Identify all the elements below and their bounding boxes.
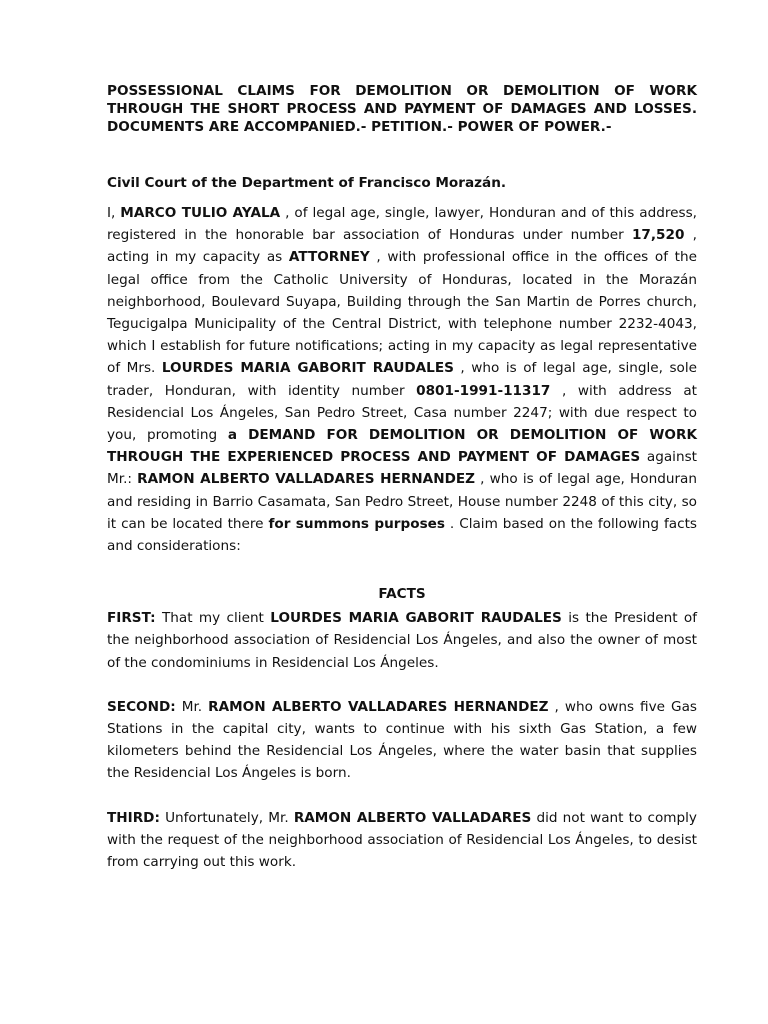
fact-label: SECOND: xyxy=(107,698,176,715)
intro-text: I, xyxy=(107,205,121,221)
attorney-role: ATTORNEY xyxy=(288,249,370,266)
intro-text: , who is of legal age, single, sole trader, Honduran, with identity number xyxy=(107,360,698,399)
facts-heading: FACTS xyxy=(378,586,426,603)
client-name: LOURDES MARIA GABORIT RAUDALES xyxy=(161,360,454,377)
court-heading: Civil Court of the Department of Francisco Morazán. xyxy=(107,175,507,191)
attorney-name: MARCO TULIO AYALA xyxy=(120,205,281,221)
fact-text: is the President of the neighborhood association of Residencial Los Ángeles, and also the owner of most of the condominiums in Residencial Los Ángeles. xyxy=(107,610,697,671)
intro-text: , who is of legal age, Honduran and residing in Barrio Casamata, San Pedro Street, House number 2248 of this city, so it can be located there xyxy=(107,471,697,532)
intro-text: . Claim based on the following facts and considerations: xyxy=(107,515,697,555)
document-title: POSSESSIONAL CLAIMS FOR DEMOLITION OR DEMOLITION OF WORK THROUGH THE SHORT PROCESS AND PAYMENT OF DAMAGES AND LOSSES. DOCUMENTS ARE ACCOMPANIED.- PETITION.- POWER OF POWER.- xyxy=(107,83,697,135)
fact-text: Mr. xyxy=(175,698,209,715)
document-page xyxy=(107,82,697,873)
intro-text: , with professional office in the offices of the legal office from the Catholic University of Honduras, located in the Morazán neighborhood, Boulevard Suyapa, Building through the San Martin de Porres church, Tegucigalpa Municipality of the Central District, with telephone number 2232-4043, which I establish for future notifications; acting in my capacity as legal representative of Mrs. xyxy=(107,249,697,377)
intro-text: , acting in my capacity as xyxy=(107,227,697,266)
fact-text: Unfortunately, Mr. xyxy=(159,809,294,826)
identity-number: 0801-1991-11317 xyxy=(416,382,551,399)
fact-second xyxy=(107,696,697,785)
intro-text: , of legal age, single, lawyer, Honduran and of this address, registered in the honorable bar association of Honduras under number xyxy=(107,205,697,244)
fact-text: did not want to comply with the request of the neighborhood association of Residencial Los Ángeles, to desist from carrying out this work. xyxy=(107,809,697,871)
fact-label: THIRD: xyxy=(107,809,160,826)
fact-label: FIRST: xyxy=(107,610,156,627)
fact-text: That my client xyxy=(155,610,271,627)
bar-number: 17,520 xyxy=(631,227,685,244)
defendant-name: RAMON ALBERTO VALLADARES xyxy=(293,809,532,826)
fact-first xyxy=(107,607,697,674)
defendant-name: RAMON ALBERTO VALLADARES HERNANDEZ xyxy=(137,471,475,488)
defendant-name: RAMON ALBERTO VALLADARES HERNANDEZ xyxy=(208,698,549,715)
intro-text: against Mr.: xyxy=(107,449,697,488)
demand-type: a DEMAND FOR DEMOLITION OR DEMOLITION OF WORK THROUGH THE EXPERIENCED PROCESS AND PAYMENT OF DAMAGES xyxy=(107,427,697,466)
client-name: LOURDES MARIA GABORIT RAUDALES xyxy=(270,610,562,627)
fact-third xyxy=(107,807,697,874)
fact-text: , who owns five Gas Stations in the capital city, wants to continue with his sixth Gas Station, a few kilometers behind the Residencial Los Ángeles, where the water basin that supplies the Residencial Los Ángeles is born. xyxy=(107,698,697,782)
intro-text: , with address at Residencial Los Ángeles, San Pedro Street, Casa number 2247; with due respect to you, promoting xyxy=(107,382,697,444)
summons-purpose: for summons purposes xyxy=(268,515,445,532)
intro-paragraph xyxy=(107,202,697,557)
